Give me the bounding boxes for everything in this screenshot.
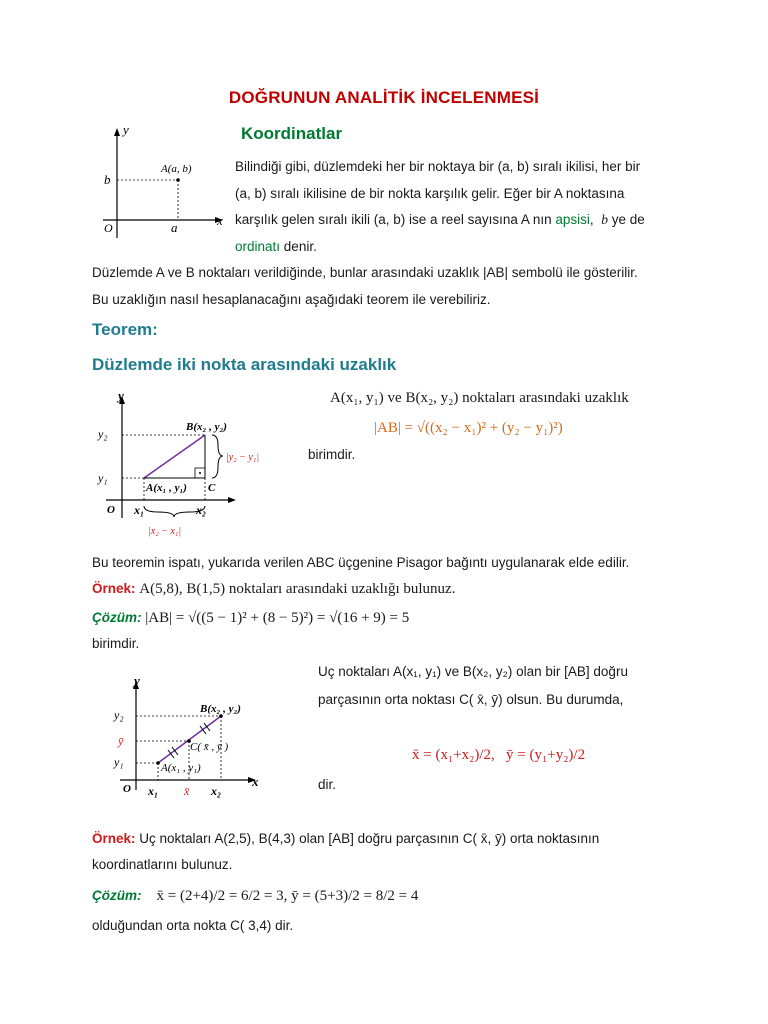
solution2: Çözüm: x̄ = (2+4)/2 = 6/2 = 3, ȳ = (5+3)/2 = 8/2 = 4: [92, 888, 419, 904]
y-axis-label: y: [118, 393, 124, 403]
distance-figure: [92, 393, 292, 543]
x-axis-label: x: [217, 213, 223, 228]
point-b-label: B(x₂ , y₂): [186, 421, 227, 433]
solution1-label: Çözüm:: [92, 610, 142, 625]
point-a: [176, 178, 180, 182]
section1-line4: ordinatı denir.: [235, 239, 317, 254]
b-label: b: [104, 172, 111, 187]
dy-label: |y₂ − y₁|: [226, 452, 260, 463]
midpoint-formula: [412, 745, 585, 765]
section1-line3: karşılık gelen sıralı ikili (a, b) ise a reel sayısına A nın apsisi, b ye de: [235, 212, 645, 227]
example2: Örnek: Uç noktaları A(2,5), B(4,3) olan [AB] doğru parçasının C( x̄, ȳ) orta noktasının: [92, 831, 600, 846]
proof-note: Bu teoremin ispatı, yukarıda verilen ABC üçgenine Pisagor bağıntı uygulanarak elde edilir.: [92, 555, 630, 570]
dy-brace: [212, 435, 223, 478]
y2-label: y₂: [114, 708, 124, 722]
x1-label: x₁: [148, 784, 159, 798]
midpoint-line1: Uç noktaları A(x₁, y₁) ve B(x₂, y₂) olan bir [AB] doğru: [318, 664, 628, 679]
hypotenuse: [144, 435, 205, 478]
page-title: DOĞRUNUN ANALİTİK İNCELENMESİ: [228, 88, 540, 107]
coordinate-figure: [95, 120, 235, 245]
solution2-after: olduğundan orta nokta C( 3,4) dir.: [92, 918, 294, 933]
ybar-label: ȳ: [118, 734, 124, 748]
x1-label: x₁: [134, 503, 145, 517]
ybar-formula: ȳ = (y₁+y₂)/2: [506, 747, 586, 763]
xbar-formula: x̄ = (x₁+x₂)/2,: [412, 747, 495, 763]
y-arrow: [114, 128, 120, 136]
y-axis-label: y: [134, 678, 140, 688]
point-b-label: B(x₂ , y₂): [200, 703, 241, 715]
example1-label: Örnek:: [92, 581, 136, 596]
x2-label: x₂: [196, 503, 207, 517]
distance-formula: |AB| = √((x₂ − x₁)² + (y₂ − y₁)²): [374, 420, 563, 436]
section1-line1: Bilindiği gibi, düzlemdeki her bir noktaya bir (a, b) sıralı ikilisi, her bir: [235, 159, 641, 174]
example2-line2: koordinatlarını bulunuz.: [92, 857, 233, 872]
solution1: Çözüm: |AB| = √((5 − 1)² + (8 − 5)²) = √(16 + 9) = 5: [92, 610, 410, 626]
origin-label: O: [123, 783, 131, 795]
y-axis-label: y: [123, 122, 129, 137]
right-angle-dot: [199, 472, 201, 474]
koordinatlar-heading: Koordinatlar: [241, 124, 343, 143]
theorem-heading: Teorem:: [92, 320, 158, 339]
theorem-after: birimdir.: [308, 447, 356, 462]
solution2-label: Çözüm:: [92, 888, 142, 903]
solution1-after: birimdir.: [92, 636, 140, 651]
midpoint-figure: [110, 678, 270, 806]
midpoint-after: dir.: [318, 777, 337, 792]
dx-label: |x₂ − x₁|: [148, 526, 182, 537]
y1-label: y₁: [98, 471, 108, 485]
point-a-label: A(x₁ , y₁): [161, 762, 201, 774]
origin-label: O: [104, 221, 113, 235]
origin-label: O: [107, 504, 115, 516]
xbar-label: x̄: [184, 784, 190, 798]
point-a: [156, 761, 160, 765]
intro-line2: Bu uzaklığın nasıl hesaplanacağını aşağıdaki teorem ile verebiliriz.: [92, 292, 491, 307]
x-arrow: [228, 497, 236, 503]
point-c-label: C: [208, 482, 216, 494]
y2-label: y₂: [98, 427, 108, 441]
example1: Örnek: A(5,8), B(1,5) noktaları arasındaki uzaklığı bulunuz.: [92, 581, 456, 597]
point-a-label: A(x₁ , y₁): [146, 482, 187, 494]
theorem-statement: A(x₁, y₁) ve B(x₂, y₂) noktaları arasındaki uzaklık: [330, 390, 629, 406]
theorem-subheading: Düzlemde iki nokta arasındaki uzaklık: [92, 355, 397, 374]
section1-line2: (a, b) sıralı ikilisine de bir nokta karşılık gelir. Eğer bir A noktasına: [235, 186, 625, 201]
ordinat-term: ordinatı: [235, 239, 281, 254]
point-c-label: C( x̄ , ȳ ): [190, 741, 229, 753]
apsis-term: apsisi: [555, 212, 590, 227]
intro-line1: Düzlemde A ve B noktaları verildiğinde, bunlar arasındaki uzaklık |AB| sembolü ile gösterilir.: [92, 265, 638, 280]
a-label: a: [171, 220, 178, 235]
example2-label: Örnek:: [92, 831, 136, 846]
midpoint-line2: parçasının orta noktası C( x̄, ȳ) olsun. Bu durumda,: [318, 692, 624, 707]
point-label: A(a, b): [161, 163, 192, 175]
x-axis-label: x: [252, 774, 259, 789]
x2-label: x₂: [211, 784, 222, 798]
y1-label: y₁: [114, 755, 124, 769]
